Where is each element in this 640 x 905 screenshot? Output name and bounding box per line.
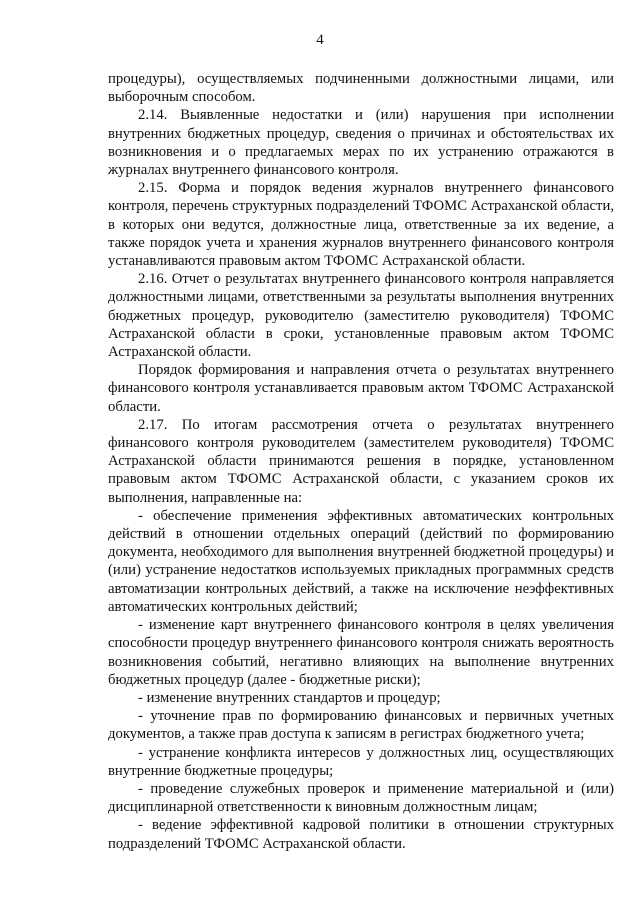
paragraph-continuation: процедуры), осуществляемых подчиненными должностными лицами, или выборочным способом. — [108, 71, 614, 106]
paragraph-2-17: 2.17. По итогам рассмотрения отчета о результатах внутреннего финансового контроля руководителем (заместителем руководителя) ТФОМС Астраханской области принимаются решения в порядке, установленном правовым актом ТФОМС Астраханской области, с указанием сроков их выполнения, направленные на: — [108, 416, 614, 506]
list-item-control-maps: - изменение карт внутреннего финансового контроля в целях увеличения способности процедур внутреннего финансового контроля снижать вероятность возникновения событий, негативно влияющих на выполнение внутренних бюджетных процедур (далее - бюджетные риски); — [108, 617, 614, 688]
list-item-inspections: - проведение служебных проверок и применение материальной и (или) дисциплинарной ответственности к виновным должностным лицам; — [108, 780, 614, 816]
list-item-automatic-controls: - обеспечение применения эффективных автоматических контрольных действий в отношении отдельных операций (действий по формированию документа, необходимого для выполнения внутренней бюджетной процедуры) и (или) устранение недостатков используемых прикладных программных средств автоматизации контрольных действий, а также на исключение неэффективных автоматических контрольных действий; — [108, 507, 614, 615]
document-body — [108, 70, 614, 853]
list-item-personnel-policy: - ведение эффективной кадровой политики в отношении структурных подразделений ТФОМС Астраханской области. — [108, 817, 614, 852]
list-item-access-rights: - уточнение прав по формированию финансовых и первичных учетных документов, а также прав доступа к записям в регистрах бюджетного учета; — [108, 708, 614, 743]
list-item-conflict-of-interest: - устранение конфликта интересов у должностных лиц, осуществляющих внутренние бюджетные процедуры; — [108, 744, 614, 779]
paragraph-2-15: 2.15. Форма и порядок ведения журналов внутреннего финансового контроля, перечень структурных подразделений ТФОМС Астраханской области, в которых они ведутся, должностные лица, ответственные за их ведение, а также порядок учета и хранения журналов внутреннего финансового контроля устанавливаются правовым актом ТФОМС Астраханской области. — [108, 180, 614, 270]
paragraph-report-order: Порядок формирования и направления отчета о результатах внутреннего финансового контроля устанавливается правовым актом ТФОМС Астраханской области. — [108, 362, 614, 415]
paragraph-2-16: 2.16. Отчет о результатах внутреннего финансового контроля направляется должностными лицами, ответственными за результаты выполнения внутренних бюджетных процедур, руководителю (заместителю руководителя) ТФОМС Астраханской области в сроки, установленные правовым актом ТФОМС Астраханской области. — [108, 271, 614, 361]
paragraph-2-14: 2.14. Выявленные недостатки и (или) нарушения при исполнении внутренних бюджетных процедур, сведения о причинах и обстоятельствах их возникновения и о предлагаемых мерах по их устранению отражаются в журналах внутреннего финансового контроля. — [108, 107, 614, 179]
page-number: 4 — [316, 32, 324, 48]
list-item-standards: - изменение внутренних стандартов и процедур; — [138, 689, 441, 706]
